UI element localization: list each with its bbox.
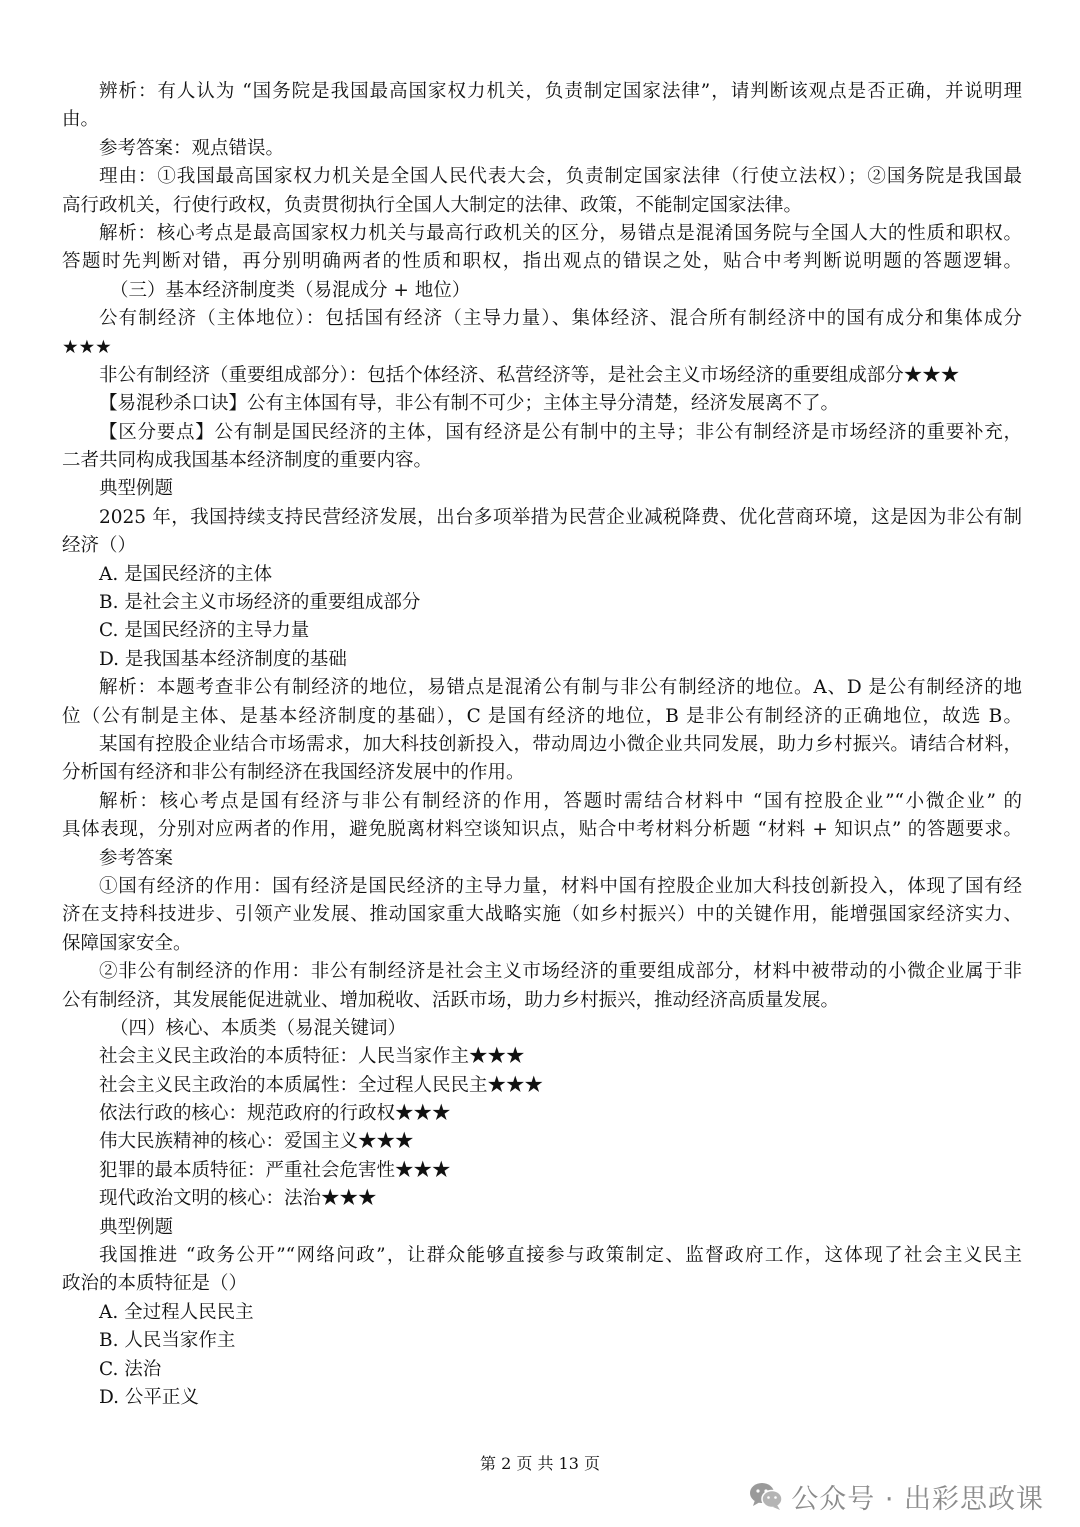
text-line: 经济（） — [62, 535, 137, 557]
text-line: A. 全过程人民民主 — [99, 1301, 254, 1323]
text-line: 位（公有制是主体、是基本经济制度的基础），C 是国有经济的地位，B 是非公有制经济的正确地位，故选 B。 — [62, 705, 1022, 727]
text-line: ①国有经济的作用：国有经济是国民经济的主导力量，材料中国有控股企业加大科技创新投入，体现了国有经 — [99, 875, 1022, 897]
text-line: C. 法治 — [99, 1358, 162, 1380]
text-line: 分析国有经济和非公有制经济在我国经济发展中的作用。 — [62, 762, 525, 784]
text-line: （四）核心、本质类（易混关键词） — [110, 1017, 407, 1039]
text-line: 公有制经济（主体地位）：包括国有经济（主导力量）、集体经济、混合所有制经济中的国有成分和集体成分 — [99, 308, 1022, 330]
document-page — [62, 78, 1022, 1412]
text-line: 二者共同构成我国基本经济制度的重要内容。 — [62, 450, 433, 472]
watermark-text: 公众号 · 出彩思政课 — [791, 1483, 1044, 1515]
text-line: （三）基本经济制度类（易混成分 + 地位） — [110, 279, 471, 301]
text-line: B. 人民当家作主 — [99, 1330, 236, 1352]
text-line: D. 是我国基本经济制度的基础 — [99, 648, 347, 670]
text-line: 【易混秒杀口诀】公有主体国有导，非公有制不可少；主体主导分清楚，经济发展离不了。 — [99, 393, 840, 415]
page-number-footer: 第 2 页 共 13 页 — [480, 1454, 600, 1473]
text-line: 伟大民族精神的核心：爱国主义★★★ — [99, 1131, 414, 1153]
text-line: 理由：①我国最高国家权力机关是全国人民代表大会，负责制定国家法律（行使立法权）；②国务院是我国最 — [99, 166, 1022, 188]
text-line: 2025 年，我国持续支持民营经济发展，出台多项举措为民营企业减税降费、优化营商环境，这是因为非公有制 — [99, 506, 1022, 528]
text-line: 参考答案 — [99, 847, 174, 869]
text-line: D. 公平正义 — [99, 1386, 199, 1408]
text-line: 解析：核心考点是最高国家权力机关与最高行政机关的区分，易错点是混淆国务院与全国人大的性质和职权。 — [99, 222, 1022, 244]
text-line: 典型例题 — [99, 478, 174, 500]
text-line: 犯罪的最本质特征：严重社会危害性★★★ — [99, 1159, 451, 1181]
text-line: 解析：核心考点是国有经济与非公有制经济的作用，答题时需结合材料中 “国有控股企业”“小微企业” 的 — [99, 790, 1022, 812]
text-line: 具体表现，分别对应两者的作用，避免脱离材料空谈知识点，贴合中考材料分析题 “材料 + 知识点” 的答题要求。 — [62, 819, 1022, 841]
text-line: 由。 — [62, 109, 100, 131]
text-line: 现代政治文明的核心：法治★★★ — [99, 1188, 377, 1210]
text-line: 依法行政的核心：规范政府的行政权★★★ — [99, 1103, 451, 1125]
text-line: 【区分要点】公有制是国民经济的主体，国有经济是公有制中的主导；非公有制经济是市场经济的重要补充， — [99, 421, 1022, 443]
text-line: 社会主义民主政治的本质特征：人民当家作主★★★ — [99, 1046, 525, 1068]
text-line: 某国有控股企业结合市场需求，加大科技创新投入，带动周边小微企业共同发展，助力乡村振兴。请结合材料， — [99, 733, 1022, 755]
text-line: 答题时先判断对错，再分别明确两者的性质和职权，指出观点的错误之处，贴合中考判断说明题的答题逻辑。 — [62, 251, 1022, 273]
text-line: 解析：本题考查非公有制经济的地位，易错点是混淆公有制与非公有制经济的地位。A、D 是公有制经济的地 — [99, 677, 1022, 699]
text-line: ②非公有制经济的作用：非公有制经济是社会主义市场经济的重要组成部分，材料中被带动的小微企业属于非 — [99, 961, 1022, 983]
text-line: C. 是国民经济的主导力量 — [99, 620, 310, 642]
text-line: 高行政机关，行使行政权，负责贯彻执行全国人大制定的法律、政策，不能制定国家法律。 — [62, 194, 803, 216]
text-line: 保障国家安全。 — [62, 932, 192, 954]
text-line: 济在支持科技进步、引领产业发展、推动国家重大战略实施（如乡村振兴）中的关键作用，能增强国家经济实力、 — [62, 904, 1022, 926]
text-line: A. 是国民经济的主体 — [99, 563, 273, 585]
text-line: 典型例题 — [99, 1216, 174, 1238]
text-line: 社会主义民主政治的本质属性：全过程人民民主★★★ — [99, 1074, 544, 1096]
wechat-icon — [749, 1481, 783, 1511]
text-line: 辨析：有人认为 “国务院是我国最高国家权力机关，负责制定国家法律”，请判断该观点是否正确，并说明理 — [99, 81, 1022, 102]
wechat-watermark — [749, 1476, 1044, 1516]
text-line: B. 是社会主义市场经济的重要组成部分 — [99, 592, 421, 614]
text-line: 参考答案：观点错误。 — [99, 137, 285, 159]
text-line: 我国推进 “政务公开”“网络问政”，让群众能够直接参与政策制定、监督政府工作，这体现了社会主义民主 — [99, 1245, 1022, 1267]
text-line: 政治的本质特征是（） — [62, 1273, 248, 1295]
text-line: 公有制经济，其发展能促进就业、增加税收、活跃市场，助力乡村振兴，推动经济高质量发展。 — [62, 989, 840, 1011]
text-line: 非公有制经济（重要组成部分）：包括个体经济、私营经济等，是社会主义市场经济的重要组成部分★★★ — [99, 364, 960, 386]
text-line: ★★★ — [62, 336, 112, 358]
